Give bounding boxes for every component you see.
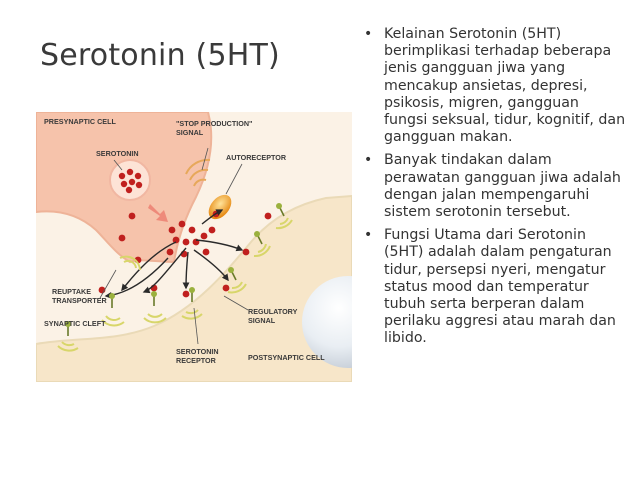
label-reuptake-1: REUPTAKE xyxy=(52,287,92,296)
label-stop-production-2: SIGNAL xyxy=(176,128,204,137)
slide-title: Serotonin (5HT) xyxy=(40,38,280,73)
bullet-marker: • xyxy=(364,227,373,244)
bullet-item xyxy=(364,227,626,347)
label-postsynaptic-cell: POSTSYNAPTIC CELL xyxy=(248,353,325,362)
bullet-text: Kelainan Serotonin (5HT) berimplikasi terhadap beberapa jenis gangguan jiwa yang mencakup ansietas, depresi, psikosis, migren, gangguan fungsi seksual, tidur, kognitif, dan gangguan makan. xyxy=(384,26,626,146)
bullet-marker: • xyxy=(364,26,373,42)
label-serotonin-receptor-2: RECEPTOR xyxy=(176,356,216,365)
label-serotonin-receptor-1: SEROTONIN xyxy=(176,347,219,356)
bullet-text: Fungsi Utama dari Serotonin (5HT) adalah dalam pengaturan tidur, persepsi nyeri, mengatur status mood dan temperatur tubuh serta berperan dalam perilaku aggresi atau marah dan libido. xyxy=(384,227,616,347)
label-synaptic-cleft: SYNAPTIC CLEFT xyxy=(44,319,106,328)
bullet-marker: • xyxy=(364,152,373,169)
serotonin-synapse-diagram xyxy=(36,112,352,382)
bullet-list xyxy=(364,26,626,354)
bullet-item xyxy=(364,152,626,221)
label-autoreceptor: AUTORECEPTOR xyxy=(226,153,287,162)
label-reuptake-2: TRANSPORTER xyxy=(52,296,107,305)
label-serotonin: SEROTONIN xyxy=(96,149,139,158)
label-stop-production-1: "STOP PRODUCTION" xyxy=(176,119,253,128)
bullet-item xyxy=(364,26,626,146)
label-regulatory-1: REGULATORY xyxy=(248,307,298,316)
label-regulatory-2: SIGNAL xyxy=(248,316,276,325)
label-presynaptic-cell: PRESYNAPTIC CELL xyxy=(44,117,116,126)
bullet-text: Banyak tindakan dalam perawatan gangguan jiwa adalah dengan jalan mempengaruhi sistem serotonin tersebut. xyxy=(384,152,621,221)
